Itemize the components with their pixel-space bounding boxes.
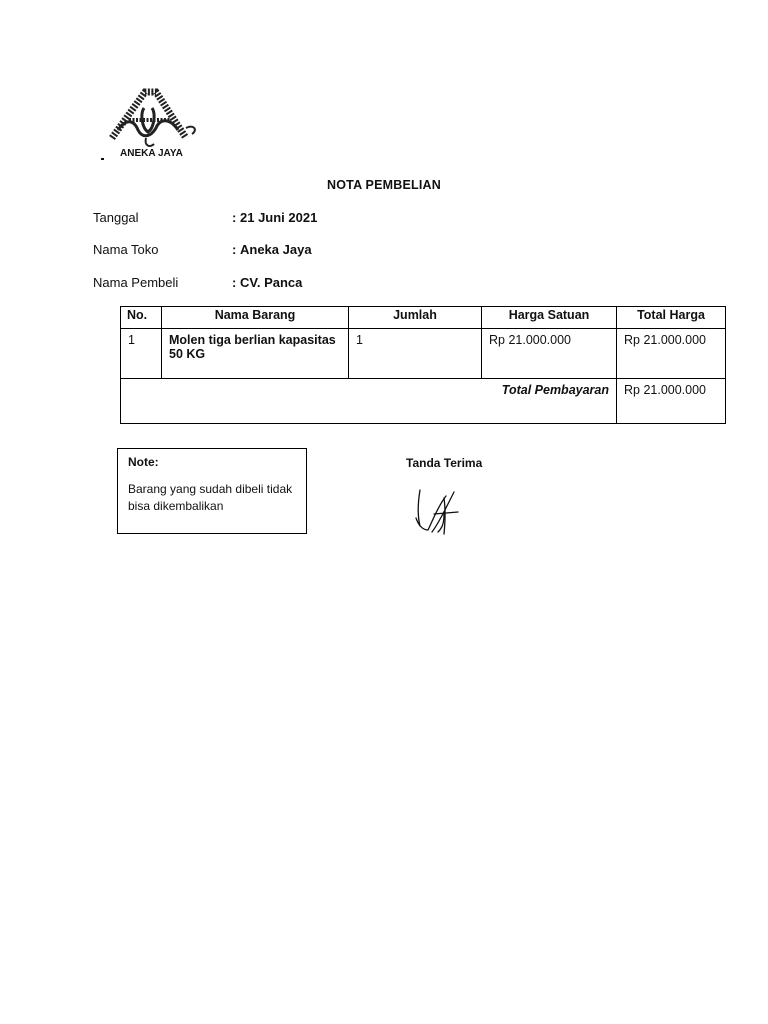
total-value: Rp 21.000.000 <box>617 379 726 424</box>
cell-total-harga: Rp 21.000.000 <box>617 329 726 379</box>
items-table <box>120 306 726 424</box>
column-header-harga-satuan: Harga Satuan <box>482 307 617 329</box>
info-separator: : <box>232 210 237 225</box>
info-separator: : <box>232 242 237 257</box>
info-value: 21 Juni 2021 <box>240 210 318 225</box>
info-label: Nama Pembeli <box>93 275 179 290</box>
info-separator: : <box>232 275 237 290</box>
note-text: Barang yang sudah dibeli tidak bisa dikembalikan <box>128 482 293 513</box>
document-title: NOTA PEMBELIAN <box>327 178 441 192</box>
logo-text: ANEKA JAYA <box>120 148 183 159</box>
cell-harga-satuan: Rp 21.000.000 <box>482 329 617 379</box>
info-label: Nama Toko <box>93 242 159 257</box>
column-header-jumlah: Jumlah <box>349 307 482 329</box>
total-label: Total Pembayaran <box>121 379 617 424</box>
note-box <box>117 448 307 534</box>
info-label: Tanggal <box>93 210 139 225</box>
info-value: CV. Panca <box>240 275 303 290</box>
table-header-row <box>121 307 726 329</box>
cell-jumlah: 1 <box>349 329 482 379</box>
info-value: Aneka Jaya <box>240 242 312 257</box>
note-title: Note: <box>128 455 159 469</box>
column-header-no: No. <box>121 307 162 329</box>
aneka-jaya-logo <box>98 84 220 162</box>
signature-label: Tanda Terima <box>406 456 483 470</box>
cell-nama-barang: Molen tiga berlian kapasitas 50 KG <box>162 329 349 379</box>
table-row <box>121 329 726 379</box>
column-header-nama-barang: Nama Barang <box>162 307 349 329</box>
signature-mark <box>408 484 480 542</box>
column-header-total-harga: Total Harga <box>617 307 726 329</box>
total-row <box>121 379 726 424</box>
cell-no: 1 <box>121 329 162 379</box>
